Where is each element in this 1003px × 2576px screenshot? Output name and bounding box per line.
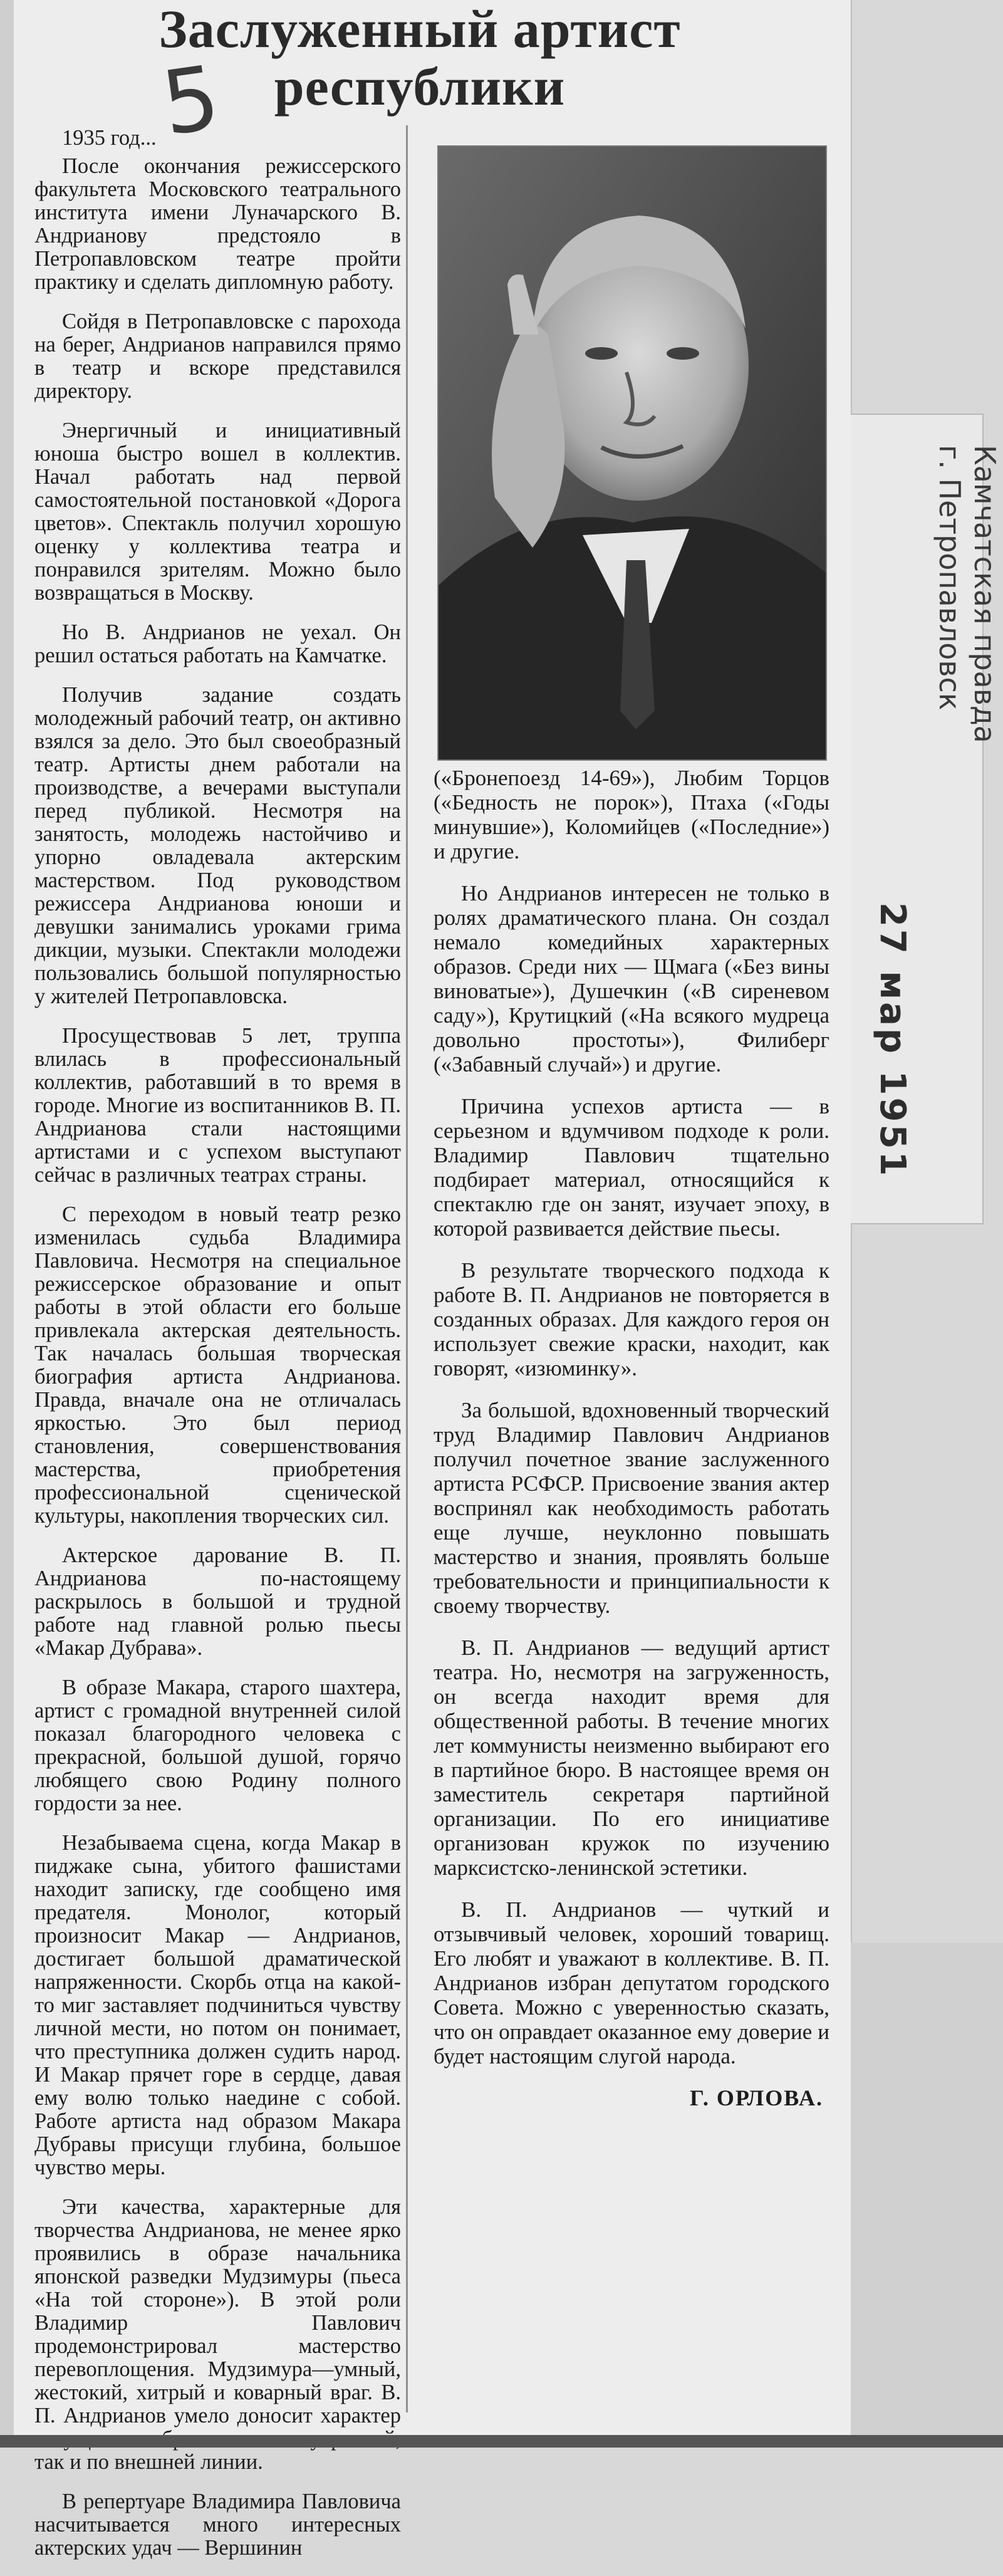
newspaper-name: Камчатская правда <box>968 445 1002 743</box>
paragraph: Но В. Андрианов не уехал. Он решил остаться работать на Камчатке. <box>34 620 401 667</box>
paragraph: Получив задание создать молодежный рабочий театр, он активно взялся за дело. Это был своеобразный театр. Артисты днем работали на производстве, а вечерами выступали перед публикой. Несмотря на занятость, молодежь настойчиво и упорно овладевала актерским мастерством. Под руководством режиссера Андрианова юноши и девушки занимались уроками грима дикции, музыки. Спектакли молодежи пользовались большой популярностью у жителей Петропавловска. <box>34 683 401 1008</box>
date-stamp: 27 мар 1951 <box>872 902 913 1179</box>
paragraph: 1935 год... <box>62 126 157 150</box>
paragraph: С переходом в новый театр резко изменилась судьба Владимира Павловича. Несмотря на специальное режиссерское образование и опыт работы в этой области его больше привлекала актерская деятельность. Так началась большая творческая биография артиста Андрианова. Правда, вначале она не отличалась яркостью. Это был период становления, совершенствования мастерства, приобретения профессиональной сценической культуры, накопления творческих сил. <box>34 1202 401 1528</box>
headline-line-2: республики <box>274 56 566 117</box>
paragraph: Незабываема сцена, когда Макар в пиджаке сына, убитого фашистами находит записку, где сообщено имя предателя. Монолог, который произносит Макар — Андрианов, достигает большой драматической напряженности. Скорбь отца на какой-то миг заставляет подчиниться чувству личной мести, но потом он понимает, что преступника должен судить народ. И Макар прячет горе в сердце, давая ему волю только наедине с собой. Работе артиста над образом Макара Дубравы присущи глубина, большое чувство меры. <box>34 1831 401 2179</box>
portrait-photo <box>437 145 827 761</box>
paragraph: Актерское дарование В. П. Андрианова по-настоящему раскрылось в большой и трудной работе над главной ролью пьесы «Макар Дубрава». <box>34 1543 401 1660</box>
paragraph: В образе Макара, старого шахтера, артист с громадной внутренней силой показал благородного человека с прекрасной, большой душой, горячо любящего свою Родину полного гордости за нее. <box>34 1676 401 1815</box>
left-column <box>34 127 401 2576</box>
author-signature: Г. ОРЛОВА. <box>689 2085 823 2110</box>
scan-background <box>851 1942 1003 2435</box>
article-headline <box>25 0 814 115</box>
newspaper-source-stamp <box>932 445 1002 743</box>
handwritten-mark: 5 <box>156 46 226 156</box>
scan-bottom-edge <box>0 2435 1003 2448</box>
newspaper-city: г. Петропавловск <box>933 445 967 711</box>
paragraph: В. П. Андрианов — чуткий и отзывчивый человек, хороший товарищ. Его любят и уважают в коллективе. В. П. Андрианов избран депутатом городского Совета. Можно с уверенностью сказать, что он оправдает оказанное ему доверие и будет настоящим слугой народа. <box>434 1897 829 2068</box>
paragraph: Эти качества, характерные для творчества Андрианова, не менее ярко проявились в образе начальника японской разведки Мудзимуры (пьеса «На той стороне»). В этой роли Владимир Павлович продемонстрировал мастерство перевоплощения. Мудзимура—умный, жестокий, хитрый и коварный враг. В. П. Андрианов умело доносит характер так и по внешней линии. <box>34 2195 401 2474</box>
paragraph: За большой, вдохновенный творческий труд Владимир Павлович Андрианов получил почетное звание заслуженного артиста РСФСР. Присвоение звания актер воспринял как необходимость работать еще лучше, неуклонно повышать мастерство и знания, проявлять больше требовательности и принципиальности к своему творчеству. <box>434 1398 829 1618</box>
paragraph: Но Андрианов интересен не только в ролях драматического плана. Он создал немало комедийных характерных образов. Среди них — Щмага («Без вины виноватые»), Душечкин («В сиреневом саду»), Крутицкий («На всякого мудреца довольно простоты»), Филиберг («Забавный случай») и другие. <box>434 881 829 1077</box>
headline-line-1: Заслуженный артист <box>159 0 681 59</box>
paragraph: В результате творческого подхода к работе В. П. Андрианов не повторяется в созданных образах. Для каждого героя он использует свежие краски, находит, как говорят, «изюминку». <box>434 1258 829 1380</box>
paragraph: («Бронепоезд 14-69»), Любим Торцов («Бедность не порок»), Птаха («Годы минувшие»), Коломийцев («Последние») и другие. <box>434 766 829 863</box>
portrait-illustration <box>439 147 826 759</box>
scan-left-edge <box>0 0 15 2448</box>
paragraph: Причина успехов артиста — в серьезном и вдумчивом подходе к роли. Владимир Павлович тщательно подбирает материал, относящийся к спектаклю где он занят, изучает эпоху, в которой развивается действие пьесы. <box>434 1094 829 1241</box>
paragraph: После окончания режиссерского факультета Московского театрального института имени Луначарского В. Андрианову предстояло в Петропавловском театре пройти практику и сделать дипломную работу. <box>34 154 401 294</box>
paragraph: В репертуаре Владимира Павловича насчитывается много интересных актерских удач — Вершинин <box>34 2490 401 2560</box>
paragraph: Сойдя в Петропавловске с парохода на берег, Андрианов направился прямо в театр и вскоре представился директору. <box>34 310 401 403</box>
right-column <box>434 766 829 2110</box>
paragraph: Энергичный и инициативный юноша быстро вошел в коллектив. Начал работать над первой самостоятельной постановкой «Дорога цветов». Спектакль получил хорошую оценку у коллектива театра и понравился зрителям. Можно было возвращаться в Москву. <box>34 419 401 605</box>
column-divider <box>406 125 408 2412</box>
paragraph: Просуществовав 5 лет, труппа влилась в профессиональный коллектив, работавший в то время в городе. Многие из воспитанников В. П. Андрианова стали настоящими артистами и с успехом выступают сейчас в различных театрах страны. <box>34 1024 401 1187</box>
paragraph: В. П. Андрианов — ведущий артист театра. Но, несмотря на загруженность, он всегда находит время для общественной работы. В течение многих лет коммунисты неизменно выбирают его в партийное бюро. В настоящее время он заместитель секретаря партийной организации. По его инициативе организован кружок по изучению марксистско-ленинской эстетики. <box>434 1635 829 1880</box>
